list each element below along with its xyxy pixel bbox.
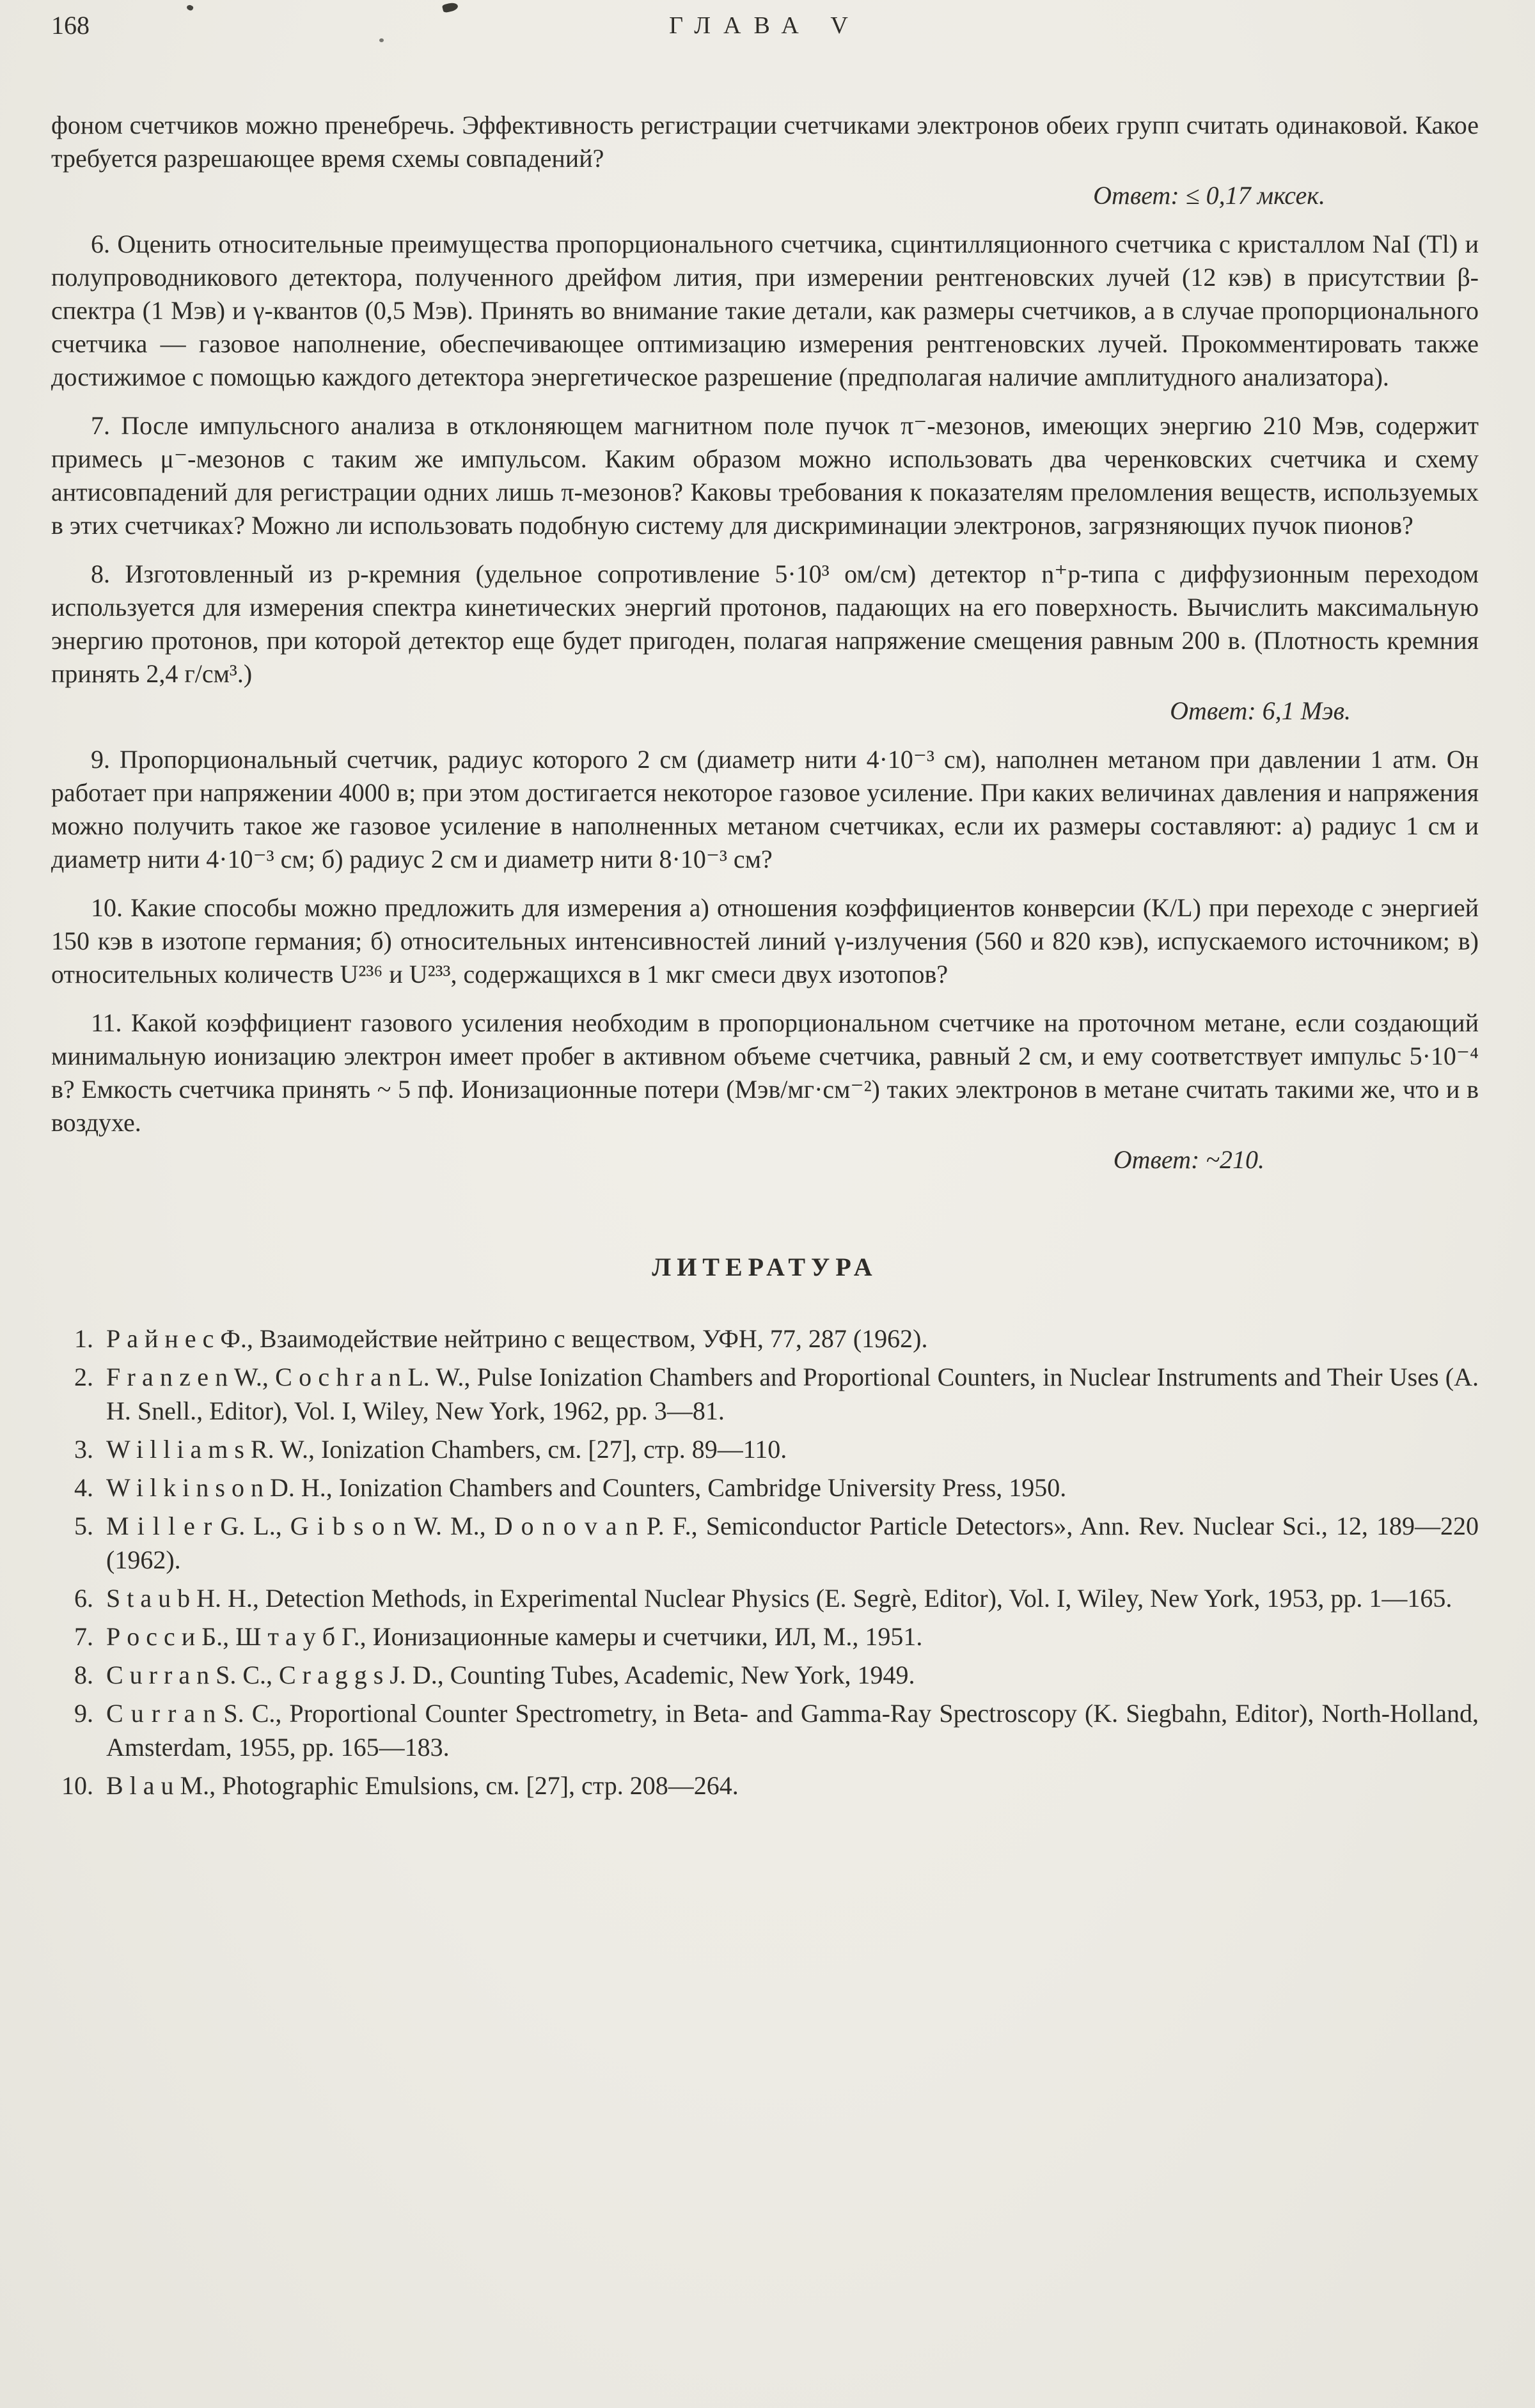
- problem-7: 7. После импульсного анализа в отклоняющем магнитном поле пучок π⁻-мезонов, имеющих энергию 210 Мэв, содержит примесь μ⁻-мезонов с таким же импульсом. Каким образом можно использовать два черенковских счетчика и схему антисовпадений для регистрации одних лишь π-мезонов? Каковы требования к показателям преломления веществ, используемых в этих счетчиках? Можно ли использовать подобную систему для дискриминации электронов, загрязняющих пучок пионов?: [51, 411, 1479, 540]
- problem-9: 9. Пропорциональный счетчик, радиус которого 2 см (диаметр нити 4·10⁻³ см), наполнен метаном при давлении 1 атм. Он работает при напряжении 4000 в; при этом достигается некоторое газовое усиление. При каких величинах давления и напряжения можно получить такое же газовое усиление в наполненных метаном счетчиках, если их размеры составляют: а) радиус 1 см и диаметр нити 4·10⁻³ см; б) радиус 2 см и диаметр нити 8·10⁻³ см?: [51, 745, 1479, 873]
- bibliography-entry: [51, 1509, 1479, 1577]
- answer-line: Ответ: ≤ 0,17 мксек.: [1093, 181, 1325, 210]
- bibliography-entry: [51, 1620, 1479, 1654]
- answer-line: Ответ: 6,1 Мэв.: [1170, 696, 1351, 725]
- entry-text: F r a n z e n W., C o c h r a n L. W., Pulse Ionization Chambers and Proportional Counters, in Nuclear Instruments and Their Uses (A. H. Snell., Editor), Vol. I, Wiley, New York, 1962, pp. 3—81.: [106, 1363, 1479, 1425]
- entry-text: S t a u b H. H., Detection Methods, in Experimental Nuclear Physics (E. Segrè, Editor), Vol. I, Wiley, New York, 1953, pp. 1—165.: [106, 1584, 1452, 1613]
- entry-text: M i l l e r G. L., G i b s o n W. M., D o n o v a n P. F., Semiconductor Particle Detectors», Ann. Rev. Nuclear Sci., 12, 189—220 (1962).: [106, 1512, 1479, 1574]
- entry-text: Р а й н е с Ф., Взаимодействие нейтрино с веществом, УФН, 77, 287 (1962).: [106, 1324, 928, 1353]
- paragraph-continuation: фоном счетчиков можно пренебречь. Эффективность регистрации счетчиками электронов обеих групп считать одинаковой. Какое требуется разрешающее время схемы совпадений?: [51, 111, 1479, 173]
- problem-10: 10. Какие способы можно предложить для измерения а) отношения коэффициентов конверсии (K/L) при переходе с энергией 150 кэв в изотопе германия; б) относительных интенсивностей линий γ-излучения (560 и 820 кэв), испускаемого источником; в) относительных количеств U²³⁶ и U²³³, содержащихся в 1 мкг смеси двух изотопов?: [51, 893, 1479, 989]
- entry-text: W i l k i n s o n D. H., Ionization Chambers and Counters, Cambridge University Press, 1950.: [106, 1473, 1067, 1502]
- entry-text: Р о с с и Б., Ш т а у б Г., Ионизационные камеры и счетчики, ИЛ, М., 1951.: [106, 1622, 923, 1651]
- entry-number: 10.: [61, 1771, 93, 1800]
- entry-text: C u r r a n S. C., C r a g g s J. D., Counting Tubes, Academic, New York, 1949.: [106, 1661, 915, 1689]
- entry-number: 2.: [74, 1363, 93, 1391]
- entry-number: 3.: [74, 1435, 93, 1464]
- bibliography: [51, 1322, 1479, 1802]
- entry-number: 1.: [74, 1324, 93, 1353]
- problem-8: 8. Изготовленный из p-кремния (удельное сопротивление 5·10³ ом/см) детектор n⁺p-типа с диффузионным переходом используется для измерения спектра кинетических энергий протонов, падающих на его поверхность. Вычислить максимальную энергию протонов, при которой детектор еще будет пригоден, полагая напряжение смещения равным 200 в. (Плотность кремния принять 2,4 г/см³.): [51, 559, 1479, 688]
- problems-section: [51, 109, 1479, 1177]
- literature-heading: ЛИТЕРАТУРА: [652, 1253, 878, 1281]
- chapter-header: ГЛАВА V: [669, 12, 861, 39]
- bibliography-entry: [51, 1471, 1479, 1505]
- entry-text: W i l l i a m s R. W., Ionization Chambers, см. [27], стр. 89—110.: [106, 1435, 787, 1464]
- answer-line: Ответ: ~210.: [1113, 1145, 1264, 1174]
- entry-number: 9.: [74, 1699, 93, 1728]
- entry-number: 6.: [74, 1584, 93, 1613]
- bibliography-entry: [51, 1432, 1479, 1466]
- bibliography-entry: [51, 1360, 1479, 1428]
- page-number: 168: [51, 11, 90, 40]
- bibliography-entry: [51, 1658, 1479, 1692]
- bibliography-entry: [51, 1322, 1479, 1356]
- problem-11: 11. Какой коэффициент газового усиления необходим в пропорциональном счетчике на проточном метане, если создающий минимальную ионизацию электрон имеет пробег в активном объеме счетчика, равный 2 см, и ему соответствует импульс 5·10⁻⁴ в? Емкость счетчика принять ~ 5 пф. Ионизационные потери (Мэв/мг·см⁻²) таких электронов в метане считать такими же, что и в воздухе.: [51, 1008, 1479, 1137]
- entry-number: 5.: [74, 1512, 93, 1540]
- entry-text: C u r r a n S. C., Proportional Counter Spectrometry, in Beta- and Gamma-Ray Spectroscopy (K. Siegbahn, Editor), North-Holland, Amsterdam, 1955, pp. 165—183.: [106, 1699, 1479, 1762]
- bibliography-entry: [51, 1581, 1479, 1615]
- entry-number: 7.: [74, 1622, 93, 1651]
- bibliography-entry: [51, 1769, 1479, 1802]
- entry-number: 4.: [74, 1473, 93, 1502]
- problem-6: 6. Оценить относительные преимущества пропорционального счетчика, сцинтилляционного счетчика с кристаллом NaI (Tl) и полупроводникового детектора, полученного дрейфом лития, при измерении рентгеновских лучей (12 кэв) в присутствии β-спектра (1 Мэв) и γ-квантов (0,5 Мэв). Принять во внимание такие детали, как размеры счетчиков, а в случае пропорционального счетчика — газовое наполнение, обеспечивающее оптимизацию измерения рентгеновских лучей. Прокомментировать также достижимое с помощью каждого детектора энергетическое разрешение (предполагая наличие амплитудного анализатора).: [51, 230, 1479, 391]
- bibliography-entry: [51, 1696, 1479, 1764]
- entry-text: B l a u M., Photographic Emulsions, см. [27], стр. 208—264.: [106, 1771, 739, 1800]
- page-header: [51, 10, 1479, 46]
- entry-number: 8.: [74, 1661, 93, 1689]
